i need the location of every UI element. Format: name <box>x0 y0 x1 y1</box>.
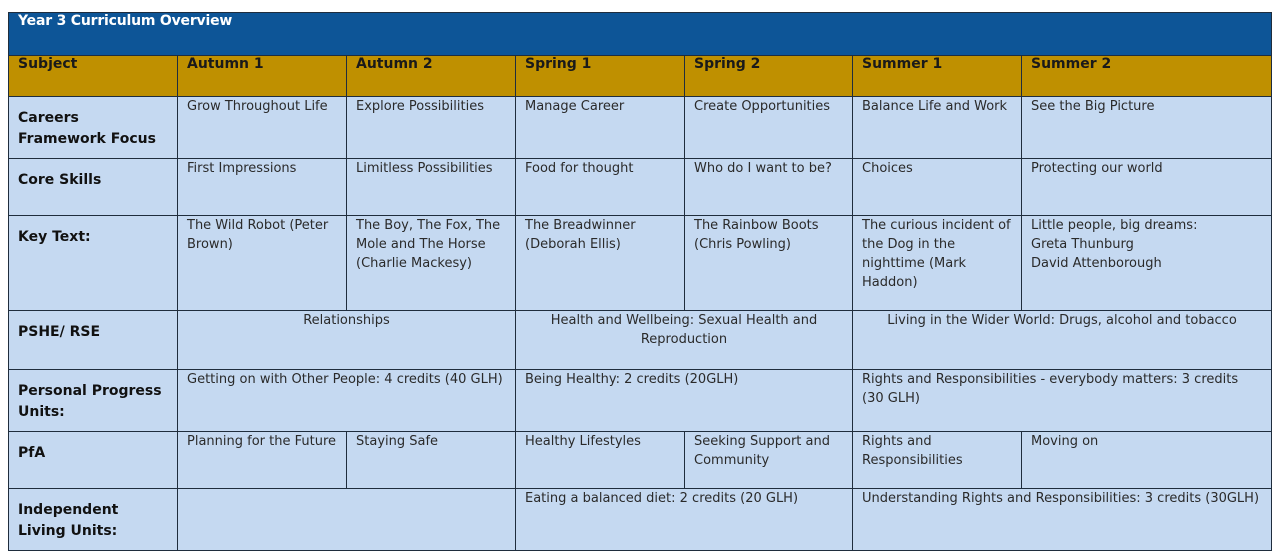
row-careers-framework <box>9 97 1272 159</box>
cell-summer: Living in the Wider World: Drugs, alcohol and tobacco <box>853 311 1272 370</box>
cell-spring-1: Manage Career <box>516 97 685 159</box>
cell-autumn-2: Limitless Possibilities <box>347 159 516 216</box>
cell-line: David Attenborough <box>1031 256 1162 271</box>
cell-summer-2: See the Big Picture <box>1022 97 1272 159</box>
cell-spring: Health and Wellbeing: Sexual Health and Reproduction <box>516 311 853 370</box>
header-autumn-2: Autumn 2 <box>347 56 516 97</box>
cell-summer-1: Balance Life and Work <box>853 97 1022 159</box>
header-summer-2: Summer 2 <box>1022 56 1272 97</box>
row-pfa <box>9 432 1272 489</box>
cell-spring-2: Create Opportunities <box>685 97 853 159</box>
cell-spring-1: Healthy Lifestyles <box>516 432 685 489</box>
cell-summer-1: Rights and Responsibilities <box>853 432 1022 489</box>
cell-spring-2: Seeking Support and Community <box>685 432 853 489</box>
row-label: Independent Living Units: <box>9 489 178 551</box>
row-key-text <box>9 216 1272 311</box>
header-spring-1: Spring 1 <box>516 56 685 97</box>
cell-autumn-2: Staying Safe <box>347 432 516 489</box>
cell-line: Little people, big dreams: <box>1031 218 1198 233</box>
cell-summer-2 <box>1022 216 1272 311</box>
title-row <box>9 13 1272 56</box>
curriculum-table <box>8 12 1272 551</box>
cell-spring: Eating a balanced diet: 2 credits (20 GLH) <box>516 489 853 551</box>
cell-spring-1: Food for thought <box>516 159 685 216</box>
cell-spring: Being Healthy: 2 credits (20GLH) <box>516 370 853 432</box>
cell-line: Greta Thunburg <box>1031 237 1134 252</box>
header-subject: Subject <box>9 56 178 97</box>
header-spring-2: Spring 2 <box>685 56 853 97</box>
cell-summer: Understanding Rights and Responsibilities: 3 credits (30GLH) <box>853 489 1272 551</box>
cell-summer-2: Moving on <box>1022 432 1272 489</box>
row-label: Key Text: <box>9 216 178 311</box>
cell-autumn-1: Planning for the Future <box>178 432 347 489</box>
cell-autumn-2: Explore Possibilities <box>347 97 516 159</box>
row-label: PfA <box>9 432 178 489</box>
cell-autumn-1: Grow Throughout Life <box>178 97 347 159</box>
cell-summer-1: Choices <box>853 159 1022 216</box>
cell-autumn: Getting on with Other People: 4 credits (40 GLH) <box>178 370 516 432</box>
cell-spring-2: Who do I want to be? <box>685 159 853 216</box>
cell-summer-2: Protecting our world <box>1022 159 1272 216</box>
table-title: Year 3 Curriculum Overview <box>9 13 1272 56</box>
cell-autumn-1: The Wild Robot (Peter Brown) <box>178 216 347 311</box>
cell-spring-2: The Rainbow Boots (Chris Powling) <box>685 216 853 311</box>
cell-autumn-2: The Boy, The Fox, The Mole and The Horse (Charlie Mackesy) <box>347 216 516 311</box>
row-label: PSHE/ RSE <box>9 311 178 370</box>
cell-spring-1: The Breadwinner (Deborah Ellis) <box>516 216 685 311</box>
row-label: Personal Progress Units: <box>9 370 178 432</box>
curriculum-sheet <box>8 12 1271 551</box>
row-label: Core Skills <box>9 159 178 216</box>
header-autumn-1: Autumn 1 <box>178 56 347 97</box>
row-independent-living-units <box>9 489 1272 551</box>
cell-summer: Rights and Responsibilities - everybody matters: 3 credits (30 GLH) <box>853 370 1272 432</box>
cell-autumn <box>178 489 516 551</box>
header-summer-1: Summer 1 <box>853 56 1022 97</box>
cell-autumn-1: First Impressions <box>178 159 347 216</box>
row-label: Careers Framework Focus <box>9 97 178 159</box>
header-row <box>9 56 1272 97</box>
cell-summer-1: The curious incident of the Dog in the nighttime (Mark Haddon) <box>853 216 1022 311</box>
cell-autumn: Relationships <box>178 311 516 370</box>
row-core-skills <box>9 159 1272 216</box>
row-pshe-rse <box>9 311 1272 370</box>
row-personal-progress-units <box>9 370 1272 432</box>
